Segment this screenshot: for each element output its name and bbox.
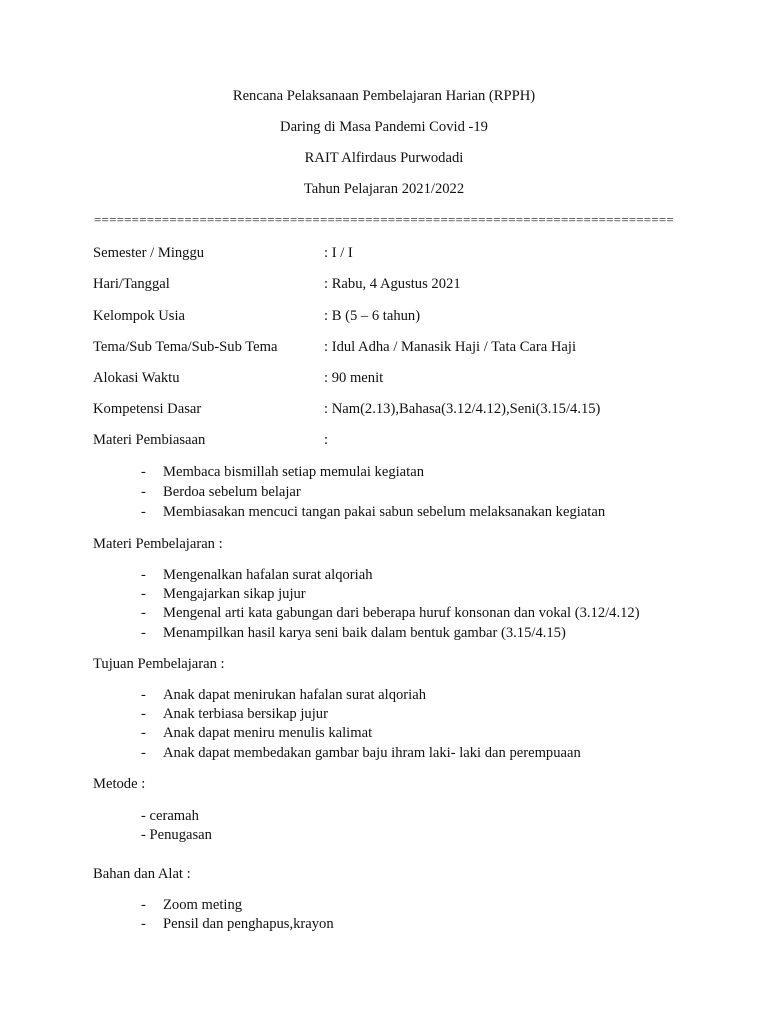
list-item-text: Mengenalkan hafalan surat alqoriah <box>163 567 373 583</box>
academic-year: Tahun Pelajaran 2021/2022 <box>303 181 465 197</box>
list-item-text: Mengajarkan sikap jujur <box>163 586 306 602</box>
bullet-dash: - <box>141 504 146 520</box>
info-value: : Idul Adha / Manasik Haji / Tata Cara Haji <box>324 339 577 355</box>
list-item-text: Anak terbiasa bersikap jujur <box>163 706 328 722</box>
info-value: : Nam(2.13),Bahasa(3.12/4.12),Seni(3.15/4.15) <box>324 401 601 417</box>
section-heading-metode: Metode : <box>93 776 146 792</box>
list-item <box>141 605 640 622</box>
bullet-dash: - <box>141 484 146 500</box>
list-item-text: Membiasakan mencuci tangan pakai sabun sebelum melaksanakan kegiatan <box>163 504 606 520</box>
bullet-dash: - <box>141 586 146 602</box>
section-heading-bahan: Bahan dan Alat : <box>93 866 191 882</box>
list-item-text: Pensil dan penghapus,krayon <box>163 916 334 932</box>
list-item <box>141 916 334 933</box>
info-value: : <box>324 432 329 448</box>
list-item <box>141 897 242 914</box>
list-item: - Penugasan <box>141 827 212 843</box>
bullet-dash: - <box>141 605 146 621</box>
section-heading-materi: Materi Pembelajaran : <box>93 536 223 552</box>
list-item-text: Mengenal arti kata gabungan dari beberapa huruf konsonan dan vokal (3.12/4.12) <box>163 605 640 621</box>
list-item <box>141 586 306 603</box>
list-item: - ceramah <box>141 808 199 824</box>
bullet-dash: - <box>141 625 146 641</box>
bullet-dash: - <box>141 916 146 932</box>
bullet-dash: - <box>141 567 146 583</box>
list-item <box>141 567 373 584</box>
list-item <box>141 745 581 762</box>
info-label: Tema/Sub Tema/Sub-Sub Tema <box>93 339 278 355</box>
info-label: Alokasi Waktu <box>93 370 180 386</box>
list-item <box>141 504 605 521</box>
list-item-text: Anak dapat membedakan gambar baju ihram laki- laki dan perempuaan <box>163 745 581 761</box>
bullet-dash: - <box>141 687 146 703</box>
bullet-dash: - <box>141 706 146 722</box>
list-item-text: Anak dapat menirukan hafalan surat alqoriah <box>163 687 426 703</box>
section-heading-tujuan: Tujuan Pembelajaran : <box>93 656 225 672</box>
info-label: Semester / Minggu <box>93 245 205 261</box>
list-item <box>141 725 372 742</box>
list-item-text: Membaca bismillah setiap memulai kegiatan <box>163 464 424 480</box>
school-name: RAIT Alfirdaus Purwodadi <box>304 150 464 166</box>
list-item <box>141 706 328 723</box>
list-item <box>141 625 566 642</box>
info-value: : 90 menit <box>324 370 384 386</box>
info-value: : B (5 – 6 tahun) <box>324 308 421 324</box>
bullet-dash: - <box>141 745 146 761</box>
bullet-dash: - <box>141 725 146 741</box>
info-label: Materi Pembiasaan <box>93 432 206 448</box>
info-label: Kompetensi Dasar <box>93 401 202 417</box>
info-value: : Rabu, 4 Agustus 2021 <box>324 276 461 292</box>
document-subtitle: Daring di Masa Pandemi Covid -19 <box>280 119 488 135</box>
document-title: Rencana Pelaksanaan Pembelajaran Harian (RPPH) <box>232 88 536 104</box>
info-label: Hari/Tanggal <box>93 276 170 292</box>
bullet-dash: - <box>141 464 146 480</box>
list-item <box>141 687 426 704</box>
list-item-text: Zoom meting <box>163 897 243 913</box>
separator-line: ============================================================================= <box>94 212 674 227</box>
list-item-text: Anak dapat meniru menulis kalimat <box>163 725 373 741</box>
info-label: Kelompok Usia <box>93 308 186 324</box>
info-value: : I / I <box>324 245 353 261</box>
list-item <box>141 484 301 501</box>
list-item-text: Berdoa sebelum belajar <box>163 484 301 500</box>
bullet-dash: - <box>141 897 146 913</box>
list-item <box>141 464 424 481</box>
list-item-text: Menampilkan hasil karya seni baik dalam bentuk gambar (3.15/4.15) <box>163 625 566 641</box>
